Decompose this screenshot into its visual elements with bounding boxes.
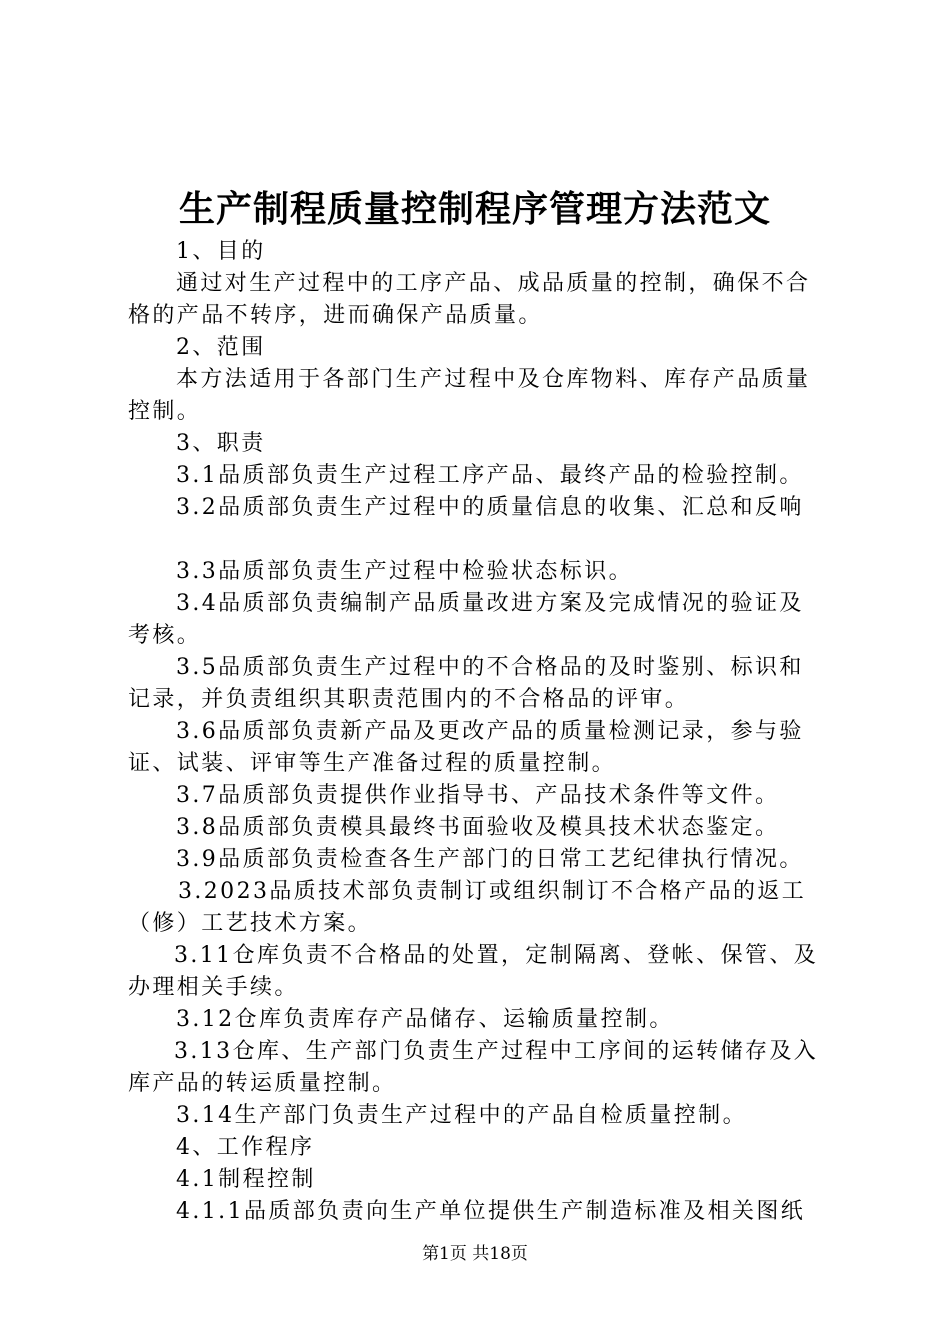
paragraph-line: 通过对生产过程中的工序产品、成品质量的控制，确保不合	[176, 271, 811, 296]
paragraph-line: 3.3品质部负责生产过程中检验状态标识。	[176, 559, 633, 584]
blank-line	[128, 524, 834, 556]
paragraph-line: 3.13仓库、生产部门负责生产过程中工序间的运转储存及入	[174, 1039, 819, 1064]
section-heading-purpose: 1、目的	[176, 239, 266, 264]
paragraph-line: 3.5品质部负责生产过程中的不合格品的及时鉴别、标识和	[176, 655, 804, 680]
subsection-heading: 4.1制程控制	[176, 1167, 316, 1192]
paragraph-line: 3.2品质部负责生产过程中的质量信息的收集、汇总和反响	[176, 495, 804, 520]
paragraph-line: 本方法适用于各部门生产过程中及仓库物料、库存产品质量	[176, 367, 811, 392]
page-footer: 第1页 共18页	[422, 1244, 528, 1264]
paragraph-line: 考核。	[128, 623, 202, 648]
paragraph-line: 控制。	[128, 399, 202, 424]
paragraph-line: 3.8品质部负责模具最终书面验收及模具技术状态鉴定。	[176, 815, 780, 840]
paragraph-line: 3.1品质部负责生产过程工序产品、最终产品的检验控制。	[176, 463, 804, 488]
paragraph-line: （修）工艺技术方案。	[128, 911, 373, 936]
paragraph-line: 证、试装、评审等生产准备过程的质量控制。	[128, 751, 617, 776]
section-heading-responsibilities: 3、职责	[176, 431, 266, 456]
paragraph-line: 库产品的转运质量控制。	[128, 1071, 397, 1096]
section-heading-procedure: 4、工作程序	[176, 1135, 315, 1160]
section-heading-scope: 2、范围	[176, 335, 266, 360]
paragraph-line: 3.4品质部负责编制产品质量改进方案及完成情况的验证及	[176, 591, 804, 616]
paragraph-line: 格的产品不转序，进而确保产品质量。	[128, 303, 543, 328]
document-body	[128, 236, 834, 1228]
paragraph-line: 3.9品质部负责检查各生产部门的日常工艺纪律执行情况。	[176, 847, 804, 872]
paragraph-line: 办理相关手续。	[128, 975, 299, 1000]
paragraph-line: 3.2023品质技术部负责制订或组织制订不合格产品的返工	[178, 879, 807, 904]
paragraph-line: 记录，并负责组织其职责范围内的不合格品的评审。	[128, 687, 690, 712]
document-title: 生产制程质量控制程序管理方法范文	[178, 188, 771, 230]
paragraph-line: 3.7品质部负责提供作业指导书、产品技术条件等文件。	[176, 783, 780, 808]
paragraph-line: 3.12仓库负责库存产品储存、运输质量控制。	[176, 1007, 674, 1032]
paragraph-line: 4.1.1品质部负责向生产单位提供生产制造标准及相关图纸	[176, 1199, 806, 1224]
paragraph-line: 3.11仓库负责不合格品的处置，定制隔离、登帐、保管、及	[174, 943, 819, 968]
paragraph-line: 3.14生产部门负责生产过程中的产品自检质量控制。	[176, 1103, 747, 1128]
paragraph-line: 3.6品质部负责新产品及更改产品的质量检测记录，参与验	[176, 719, 804, 744]
